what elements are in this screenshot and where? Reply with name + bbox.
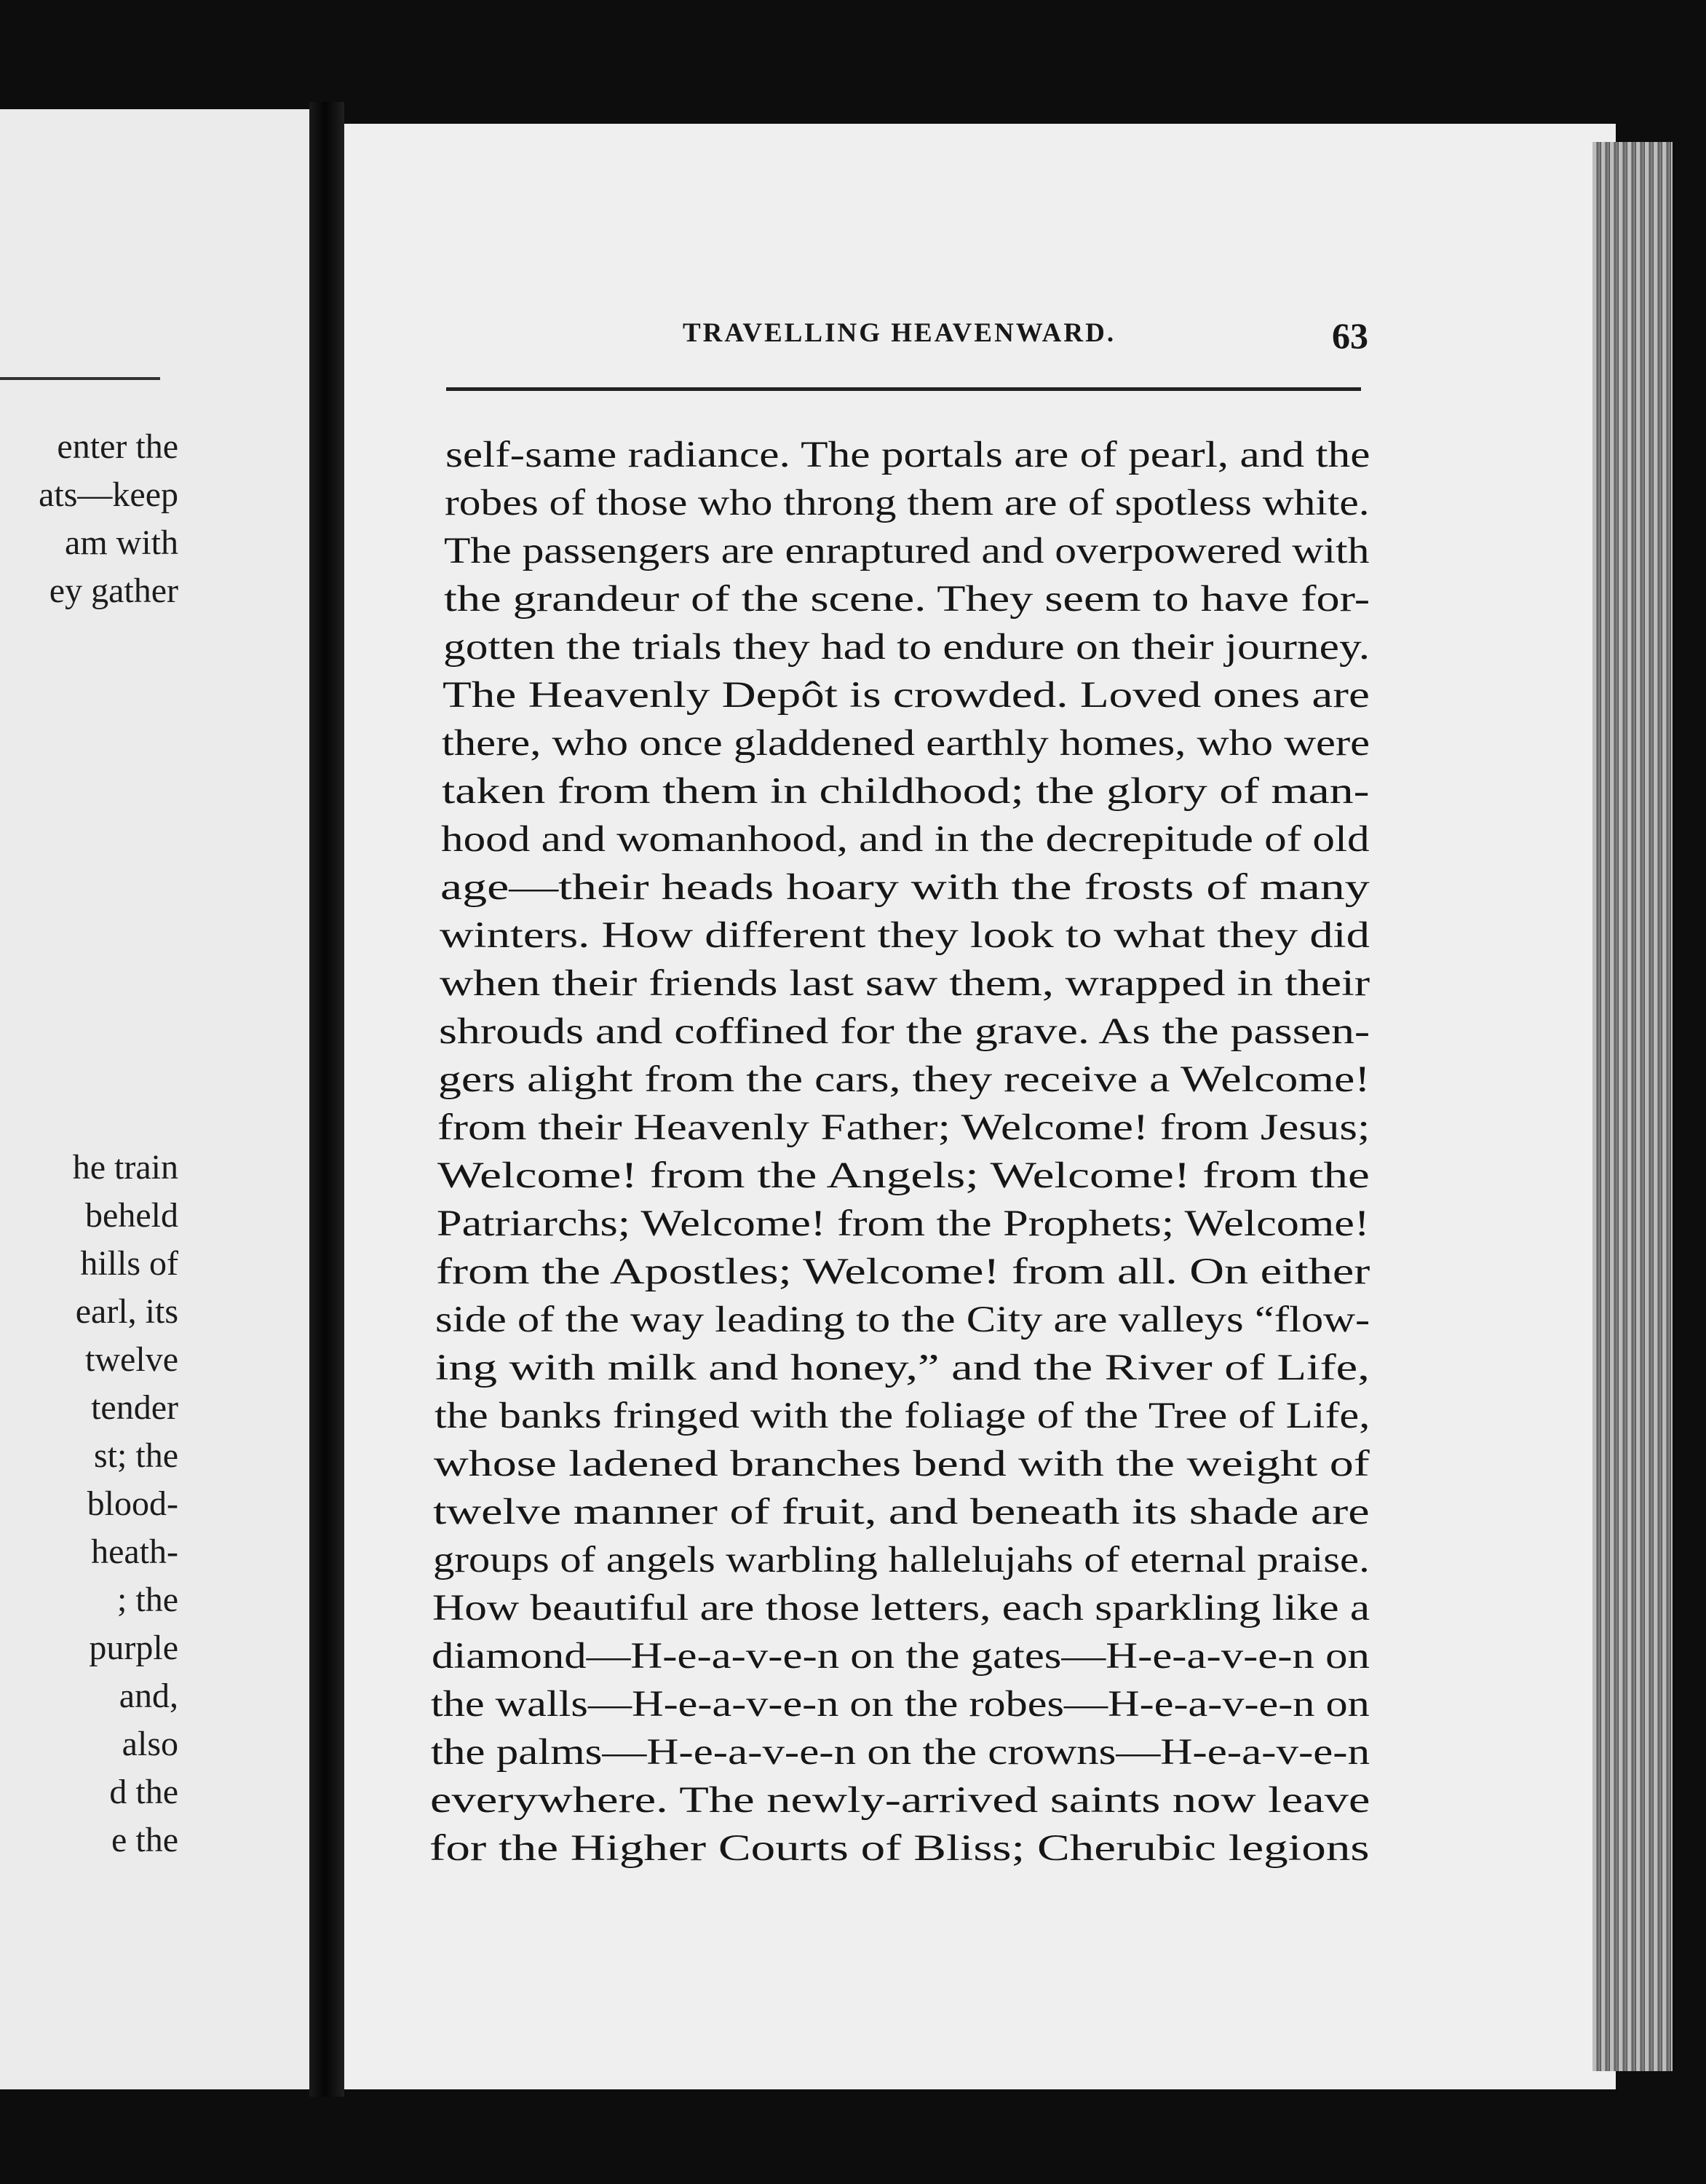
body-line: side of the way leading to the City are valleys “flow- <box>435 1299 1370 1340</box>
left-page <box>0 109 320 2089</box>
left-page-line: earl, its <box>75 1292 178 1331</box>
running-head: TRAVELLING HEAVENWARD. <box>683 318 1116 348</box>
body-line: taken from them in childhood; the glory of man- <box>442 771 1370 812</box>
left-page-line: heath- <box>91 1532 178 1571</box>
left-page-line: tender <box>91 1388 178 1427</box>
body-line: the walls—H-e-a-v-e-n on the robes—H-e-a-v-e-n on <box>431 1684 1370 1725</box>
left-page-line: ats—keep <box>39 475 178 514</box>
left-page-line: d the <box>109 1773 178 1811</box>
left-page-line: beheld <box>85 1196 178 1235</box>
left-page-line: e the <box>111 1821 178 1859</box>
body-line: the palms—H-e-a-v-e-n on the crowns—H-e-a-v-e-n <box>431 1732 1370 1773</box>
left-page-line: blood- <box>87 1484 178 1523</box>
body-line: Patriarchs; Welcome! from the Prophets; Welcome! <box>437 1203 1370 1244</box>
body-line: How beautiful are those letters, each sparkling like a <box>432 1588 1370 1629</box>
body-line: diamond—H-e-a-v-e-n on the gates—H-e-a-v-e-n on <box>432 1636 1370 1677</box>
left-page-line: ; the <box>117 1580 178 1619</box>
body-line: for the Higher Courts of Bliss; Cherubic legions <box>429 1828 1370 1869</box>
left-page-line: ey gather <box>49 571 178 610</box>
body-line: winters. How different they look to what they did <box>440 915 1370 956</box>
left-page-line: and, <box>119 1677 178 1715</box>
body-line: ing with milk and honey,” and the River of Life, <box>435 1348 1370 1388</box>
page-fore-edge <box>1592 142 1673 2071</box>
body-line: from their Heavenly Father; Welcome! from Jesus; <box>437 1107 1370 1148</box>
left-page-line: also <box>122 1725 178 1763</box>
body-line: the grandeur of the scene. They seem to have for- <box>444 579 1370 620</box>
left-page-line: purple <box>89 1629 178 1667</box>
body-line: gotten the trials they had to endure on their journey. <box>443 627 1370 668</box>
body-line: the banks fringed with the foliage of the Tree of Life, <box>435 1396 1370 1436</box>
header-rule <box>446 387 1361 391</box>
left-page-line: enter the <box>57 427 178 466</box>
body-line: gers alight from the cars, they receive a Welcome! <box>438 1059 1370 1100</box>
body-line: groups of angels warbling hallelujahs of eternal praise. <box>433 1540 1370 1580</box>
left-page-line: st; the <box>94 1436 178 1475</box>
left-page-line: he train <box>72 1148 178 1187</box>
body-line: shrouds and coffined for the grave. As the passen- <box>439 1011 1370 1052</box>
left-page-line: hills of <box>80 1244 178 1283</box>
body-line: robes of those who throng them are of spotless white. <box>445 483 1370 523</box>
book-gutter <box>309 102 344 2097</box>
body-line: age—their heads hoary with the frosts of many <box>440 867 1370 908</box>
page-number: 63 <box>1332 315 1368 356</box>
body-line: self-same radiance. The portals are of pearl, and the <box>445 435 1370 475</box>
body-line: twelve manner of fruit, and beneath its shade are <box>433 1492 1370 1532</box>
left-page-line: twelve <box>85 1340 178 1379</box>
left-page-head-rule <box>0 377 160 380</box>
body-line: hood and womanhood, and in the decrepitude of old <box>441 819 1370 860</box>
body-line: Welcome! from the Angels; Welcome! from the <box>437 1155 1370 1196</box>
body-line: everywhere. The newly-arrived saints now leave <box>430 1780 1370 1821</box>
body-line: The Heavenly Depôt is crowded. Loved ones are <box>443 675 1370 716</box>
body-line: whose ladened branches bend with the weight of <box>434 1444 1370 1484</box>
body-line: there, who once gladdened earthly homes, who were <box>442 723 1370 764</box>
body-line: The passengers are enraptured and overpowered with <box>444 531 1370 571</box>
body-line: from the Apostles; Welcome! from all. On either <box>436 1251 1370 1292</box>
left-page-line: am with <box>65 523 178 562</box>
body-line: when their friends last saw them, wrapped in their <box>440 963 1370 1004</box>
